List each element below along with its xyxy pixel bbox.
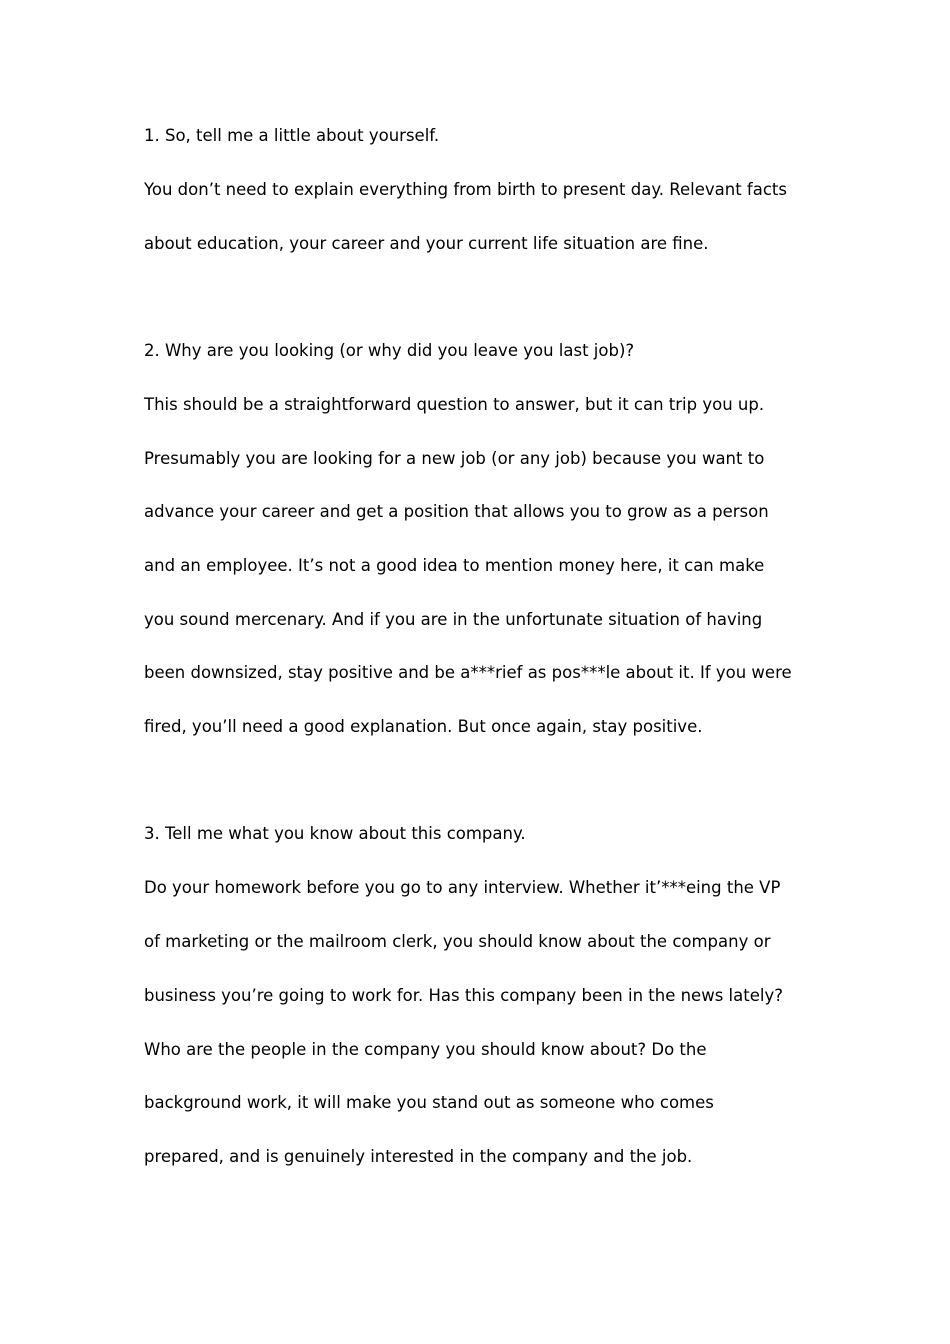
answer-line: background work, it will make you stand out as someone who comes (144, 1093, 714, 1112)
answer-line: You don’t need to explain everything from birth to present day. Relevant facts (144, 180, 787, 199)
answer-line: Who are the people in the company you should know about? Do the (144, 1040, 707, 1059)
question-heading: 3. Tell me what you know about this company. (144, 824, 526, 843)
answer-line: advance your career and get a position that allows you to grow as a person (144, 502, 769, 521)
question-heading: 1. So, tell me a little about yourself. (144, 126, 440, 145)
answer-line: and an employee. It’s not a good idea to mention money here, it can make (144, 556, 765, 575)
answer-line: been downsized, stay positive and be a***rief as pos***le about it. If you were (144, 663, 792, 682)
answer-line: Do your homework before you go to any interview. Whether it’***eing the VP (144, 878, 781, 897)
answer-line: prepared, and is genuinely interested in the company and the job. (144, 1147, 693, 1166)
answer-line: of marketing or the mailroom clerk, you should know about the company or (144, 932, 771, 951)
answer-line: about education, your career and your current life situation are fine. (144, 234, 709, 253)
answer-line: Presumably you are looking for a new job (or any job) because you want to (144, 449, 765, 468)
answer-line: fired, you’ll need a good explanation. But once again, stay positive. (144, 717, 703, 736)
answer-line: This should be a straightforward question to answer, but it can trip you up. (144, 395, 765, 414)
question-heading: 2. Why are you looking (or why did you leave you last job)? (144, 341, 635, 360)
answer-line: business you’re going to work for. Has this company been in the news lately? (144, 986, 783, 1005)
answer-line: you sound mercenary. And if you are in the unfortunate situation of having (144, 610, 763, 629)
